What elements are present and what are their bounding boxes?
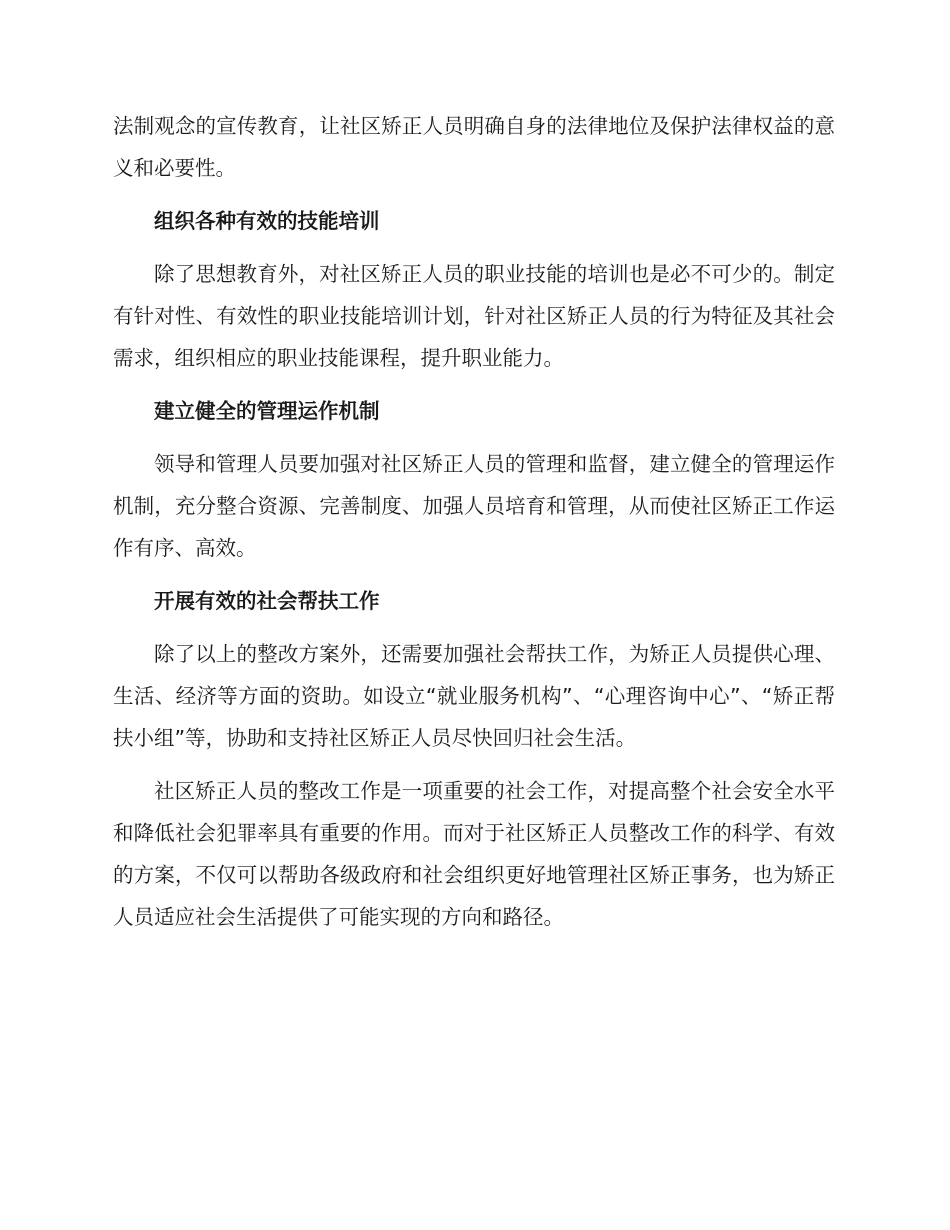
paragraph-continued: 法制观念的宣传教育，让社区矫正人员明确自身的法律地位及保护法律权益的意义和必要性。 — [113, 114, 835, 180]
document-body — [113, 105, 835, 938]
section-heading-skills-training: 组织各种有效的技能培训 — [154, 209, 380, 233]
paragraph-management: 领导和管理人员要加强对社区矫正人员的管理和监督，建立健全的管理运作机制，充分整合资源、完善制度、加强人员培育和管理，从而使社区矫正工作运作有序、高效。 — [113, 452, 835, 560]
paragraph-conclusion: 社区矫正人员的整改工作是一项重要的社会工作，对提高整个社会安全水平和降低社会犯罪率具有重要的作用。而对于社区矫正人员整改工作的科学、有效的方案，不仅可以帮助各级政府和社会组织更好地管理社区矫正事务，也为矫正人员适应社会生活提供了可能实现的方向和路径。 — [113, 779, 835, 929]
section-heading-management-mechanism: 建立健全的管理运作机制 — [154, 399, 380, 423]
section-heading-social-assistance: 开展有效的社会帮扶工作 — [154, 589, 380, 613]
paragraph-social-assistance: 除了以上的整改方案外，还需要加强社会帮扶工作，为矫正人员提供心理、生活、经济等方面的资助。如设立“就业服务机构”、“心理咨询中心”、“矫正帮扶小组”等，协助和支持社区矫正人员尽快回归社会生活。 — [113, 642, 835, 750]
paragraph-gap — [113, 759, 835, 770]
paragraph-skills-training: 除了思想教育外，对社区矫正人员的职业技能的培训也是必不可少的。制定有针对性、有效性的职业技能培训计划，针对社区矫正人员的行为特征及其社会需求，组织相应的职业技能课程，提升职业能力。 — [113, 262, 835, 370]
